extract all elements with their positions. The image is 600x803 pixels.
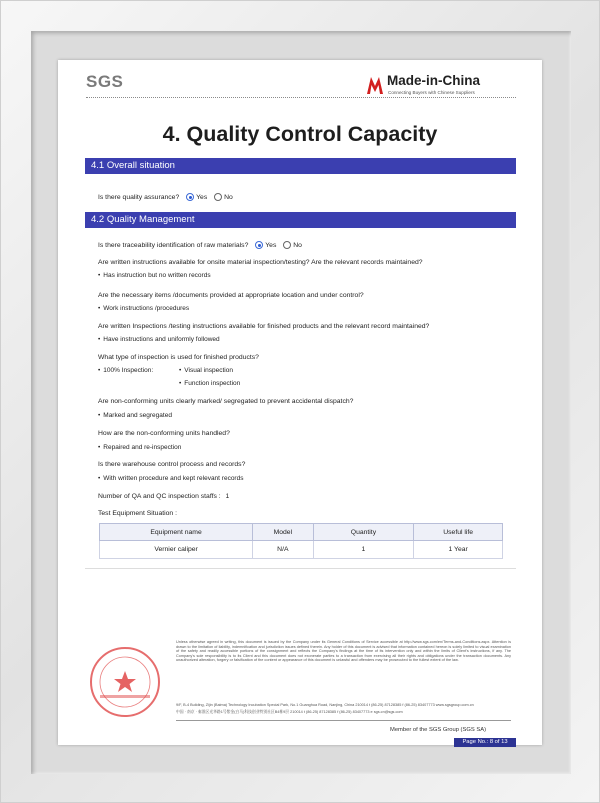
column-header: Useful life (414, 524, 503, 541)
made-in-china-name: Made-in-China (387, 73, 480, 88)
made-in-china-tagline: Connecting Buyers with Chinese Suppliers (388, 90, 475, 95)
traceability-question (98, 241, 302, 249)
company-seal-icon (88, 645, 162, 719)
quality-assurance-yes-radio[interactable] (186, 193, 194, 201)
made-in-china-logo (366, 72, 516, 100)
question-finished-product-instructions: Are written Inspections /testing instructions available for finished products and the relevant record maintained? (98, 323, 430, 330)
column-header: Quantity (313, 524, 414, 541)
address-chinese: 中国 · 南京 · 秦淮区光华路1号紫金(白马)科技创业特别社区B4栋9层 210014 t (86-25) 87128385 f (86-25) 83407773 e sgs.cn@sgs.com (176, 710, 403, 714)
answer-material-inspection: • Has instruction but no written records (98, 272, 211, 279)
equipment-table-header (100, 524, 503, 541)
table-row (100, 541, 503, 559)
answer-inspection-type: • 100% Inspection: (98, 367, 153, 374)
traceability-label: Is there traceability identification of raw materials? (98, 242, 249, 249)
quality-assurance-question (98, 193, 233, 201)
sgs-member-note: Member of the SGS Group (SGS SA) (390, 727, 487, 733)
question-nonconforming-marking: Are non-conforming units clearly marked/ segregated to prevent accidental dispatch? (98, 398, 354, 405)
question-documents-control: Are the necessary items /documents provided at appropriate location and under control? (98, 292, 364, 299)
question-inspection-type: What type of inspection is used for finished products? (98, 354, 259, 361)
table-cell: 1 (313, 541, 414, 559)
document-page (58, 60, 542, 745)
quality-assurance-label: Is there quality assurance? (98, 194, 180, 201)
qa-qc-staff-value: 1 (225, 493, 230, 500)
traceability-no-radio[interactable] (283, 241, 291, 249)
page-number-badge: Page No.: 8 of 13 (454, 738, 516, 747)
answer-nonconforming-marking: • Marked and segregated (98, 412, 172, 419)
column-header: Equipment name (100, 524, 253, 541)
qa-qc-staff-label: Number of QA and QC inspection staffs : (98, 493, 221, 500)
footer-divider (176, 720, 511, 721)
section-heading-quality-management: 4.2 Quality Management (85, 212, 516, 228)
answer-warehouse-control: • With written procedure and kept relevant records (98, 475, 243, 482)
content-end-divider (85, 568, 516, 569)
made-in-china-mark-icon (366, 74, 384, 96)
address-english: 9/F, B-4 Building, Zijin (Baima) Technology Incubation Special Park, No.1 Guanghua Road, Nanjing, China 210014 t (86-25) 87128385 f (86-25) 83407773 www.sgsgroup.com.cn (176, 703, 474, 707)
traceability-yes-radio[interactable] (255, 241, 263, 249)
inspection-type-function: • Function inspection (179, 380, 240, 387)
inspection-type-visual: • Visual inspection (179, 367, 233, 374)
quality-assurance-no-radio[interactable] (214, 193, 222, 201)
table-cell: N/A (253, 541, 313, 559)
answer-documents-control: • Work instructions /procedures (98, 305, 189, 312)
page-title: 4. Quality Control Capacity (162, 122, 438, 146)
no-label: No (224, 194, 233, 201)
legal-disclaimer: Unless otherwise agreed in writing, this document is issued by the Company under its General Conditions of Service accessible at http://www.sgs.com/en/Terms-and-Conditions.aspx. Attention is drawn to the limitation of liability, indemnification and jurisdiction issues defined therein. Any holder of this document is advised that information contained hereon is solely limited to visual examination of the safety and readily accessible portions of the consignment and reflects the Company's findings at the time of its intervention only and within the limits of Client's instructions, if any. The Company's sole responsibility is to its Client and this document does not exonerate parties to a transaction from exercising all their rights and obligations under the transaction documents. Any unauthorized alteration, forgery or falsification of the content or appearance of this document is unlawful and offenders may be prosecuted to the fullest extent of the law. (176, 640, 511, 663)
yes-label: Yes (196, 194, 208, 201)
answer-nonconforming-handling: • Repaired and re-inspection (98, 444, 181, 451)
sgs-logo: SGS (86, 72, 124, 91)
section-heading-overall: 4.1 Overall situation (85, 158, 516, 174)
qa-qc-staff-count (98, 493, 229, 500)
question-nonconforming-handling: How are the non-conforming units handled? (98, 430, 230, 437)
yes-label: Yes (265, 242, 277, 249)
table-cell: 1 Year (414, 541, 503, 559)
no-label: No (293, 242, 302, 249)
column-header: Model (253, 524, 313, 541)
answer-finished-product-instructions: • Have instructions and uniformly followed (98, 336, 220, 343)
question-material-inspection: Are written instructions available for onsite material inspection/testing? Are the relevant records maintained? (98, 259, 423, 266)
test-equipment-label: Test Equipment Situation : (98, 510, 177, 517)
question-warehouse-control: Is there warehouse control process and records? (98, 461, 246, 468)
header-divider (86, 97, 516, 98)
table-cell: Vernier caliper (100, 541, 253, 559)
equipment-table (99, 523, 503, 559)
